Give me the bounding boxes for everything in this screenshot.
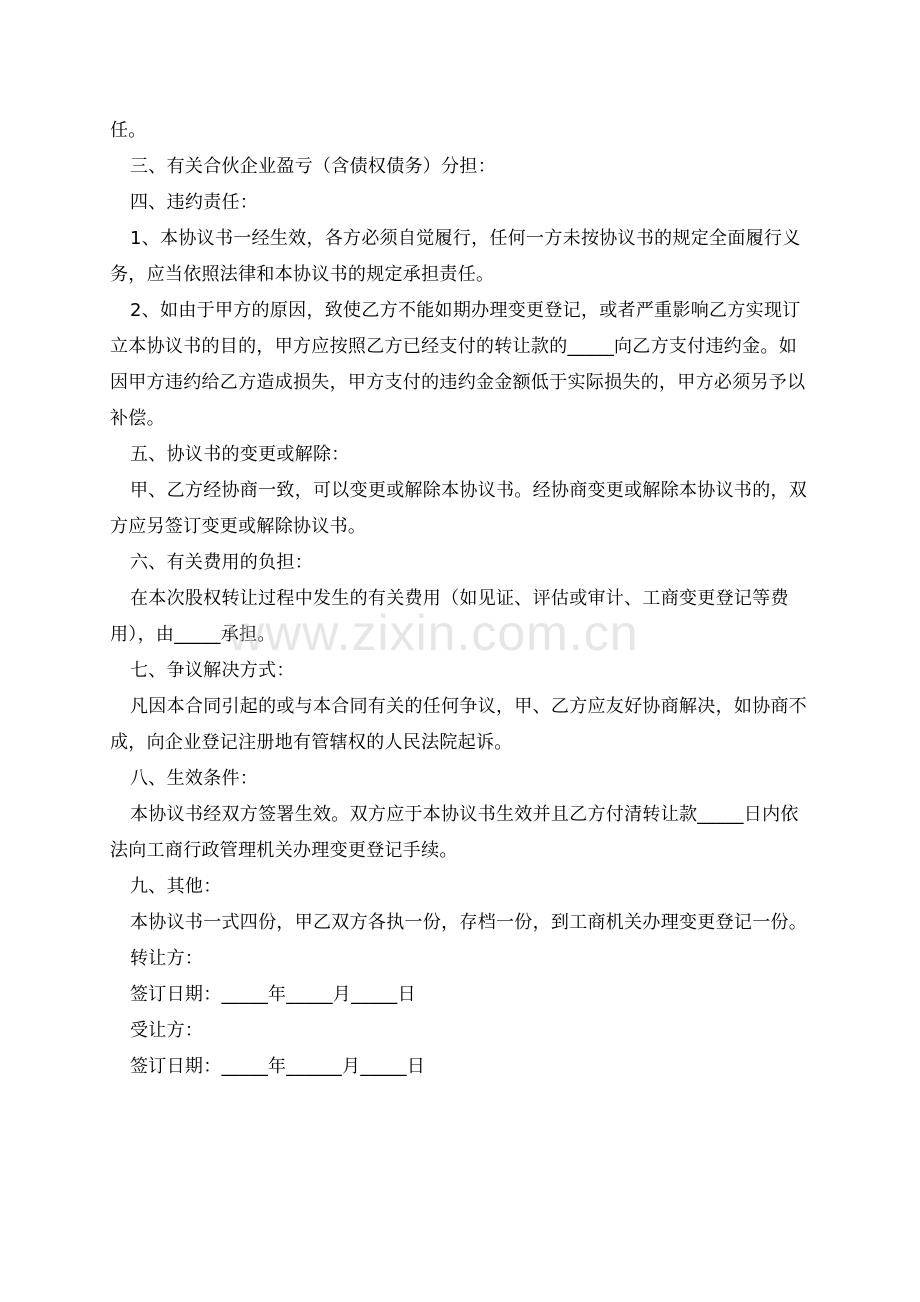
text-line: 法向工商行政管理机关办理变更登记手续。 xyxy=(110,840,458,861)
text-line: 因甲方违约给乙方造成损失，甲方支付的违约金金额低于实际损失的，甲方必须另予以 xyxy=(110,372,806,393)
document-body xyxy=(110,113,826,1085)
signature-label-transferor: 转让方： xyxy=(130,948,204,969)
text-line: 务，应当依照法律和本协议书的规定承担责任。 xyxy=(110,264,495,285)
text-line: 本协议书一式四份，甲乙双方各执一份，存档一份，到工商机关办理变更登记一份。 xyxy=(130,912,808,933)
text-line: 任。 xyxy=(110,120,147,141)
signature-date-transferee: 签订日期：_____年______月_____日 xyxy=(130,1056,426,1077)
text-line: 凡因本合同引起的或与本合同有关的任何争议，甲、乙方应友好协商解决，如协商不 xyxy=(130,696,808,717)
text-line: 立本协议书的目的，甲方应按照乙方已经支付的转让款的_____向乙方支付违约金。如 xyxy=(110,336,797,357)
section-heading: 四、违约责任： xyxy=(130,192,259,213)
watermark-text: www.zixin.com.cn xyxy=(228,605,639,661)
text-line: 2、如由于甲方的原因，致使乙方不能如期办理变更登记，或者严重影响乙方实现订 xyxy=(130,300,801,321)
section-heading: 五、协议书的变更或解除： xyxy=(130,444,350,465)
signature-date-transferor: 签订日期：_____年_____月_____日 xyxy=(130,984,416,1005)
text-line: 在本次股权转让过程中发生的有关费用（如见证、评估或审计、工商变更登记等费 xyxy=(130,588,789,609)
section-heading: 八、生效条件： xyxy=(130,768,259,789)
text-line: 甲、乙方经协商一致，可以变更或解除本协议书。经协商变更或解除本协议书的，双 xyxy=(130,480,808,501)
section-heading: 九、其他： xyxy=(130,876,222,897)
text-line: 方应另签订变更或解除协议书。 xyxy=(110,516,367,537)
section-heading: 六、有关费用的负担： xyxy=(130,552,313,573)
section-heading: 三、有关合伙企业盈亏（含债权债务）分担： xyxy=(130,156,496,177)
signature-label-transferee: 受让方： xyxy=(130,1020,204,1041)
text-line: 本协议书经双方签署生效。双方应于本协议书生效并且乙方付清转让款_____日内依 xyxy=(130,804,799,825)
section-heading: 七、争议解决方式： xyxy=(130,660,295,681)
text-line: 成，向企业登记注册地有管辖权的人民法院起诉。 xyxy=(110,732,513,753)
text-line: 用），由_____承担。 xyxy=(110,624,276,645)
text-line: 1、本协议书一经生效，各方必须自觉履行，任何一方未按协议书的规定全面履行义 xyxy=(130,228,801,249)
text-line: 补偿。 xyxy=(110,408,165,429)
